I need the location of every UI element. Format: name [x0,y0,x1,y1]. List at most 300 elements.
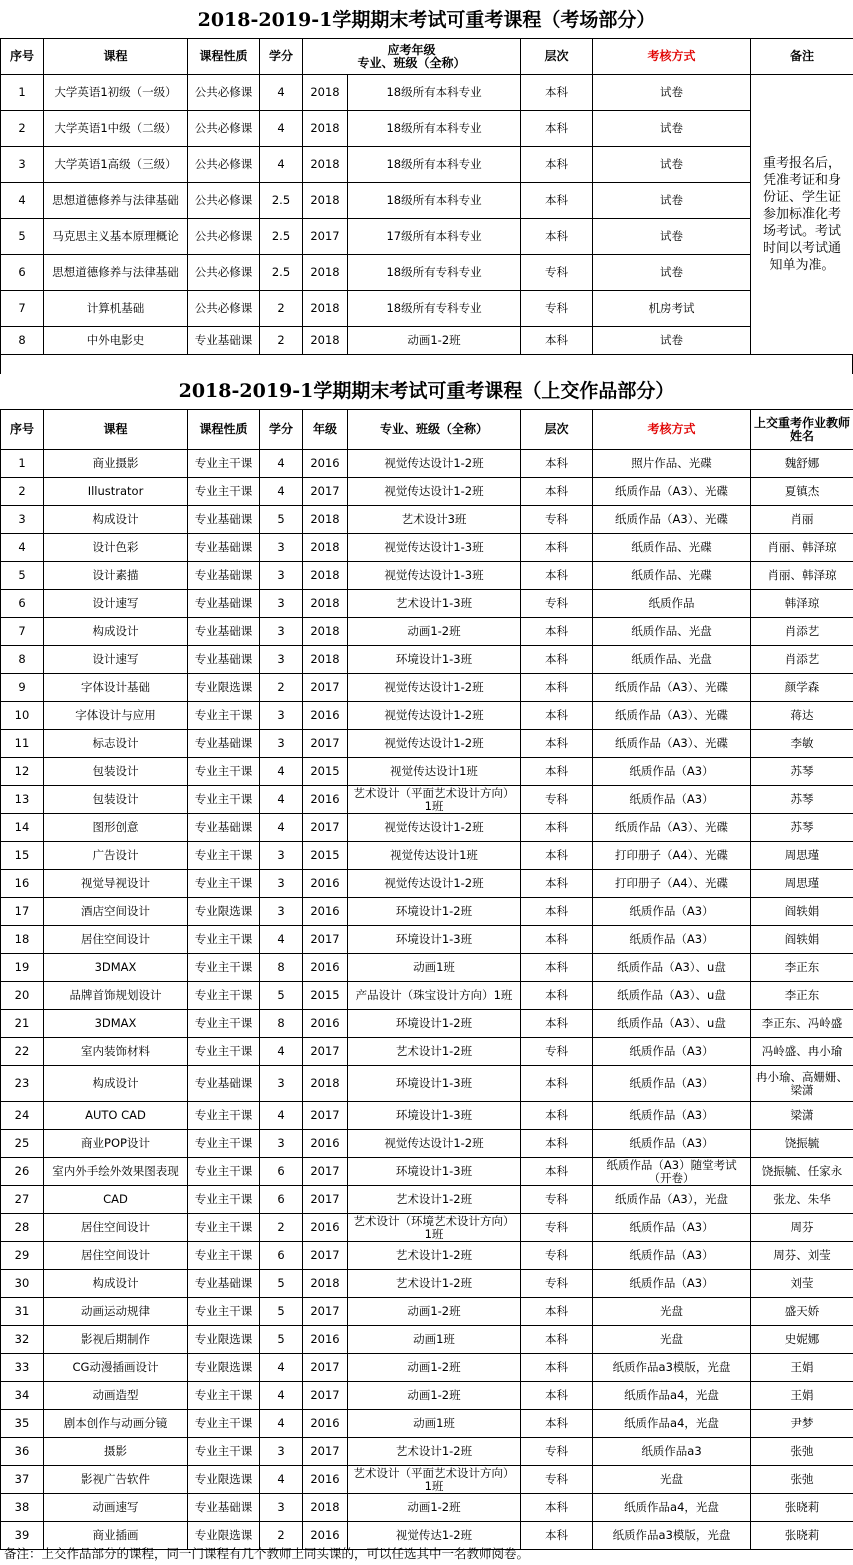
row-year: 2016 [303,898,348,926]
row-credit: 4 [260,111,303,147]
row-method: 试卷 [593,183,751,219]
row-credit: 4 [260,758,303,786]
row-no: 4 [1,534,44,562]
remark-note: 重考报名后，凭准考证和身份证、学生证参加标准化考场考试。考试时间以考试通知单为准。 [751,75,853,355]
row-no: 8 [1,646,44,674]
row-no: 17 [1,898,44,926]
row-nature: 专业限选课 [188,1354,260,1382]
row-nature: 专业主干课 [188,1438,260,1466]
row-level: 本科 [521,1102,593,1130]
row-no: 6 [1,255,44,291]
row-nature: 专业基础课 [188,1066,260,1102]
row-method: 纸质作品a4，光盘 [593,1382,751,1410]
row-no: 3 [1,147,44,183]
row-teacher: 史妮娜 [751,1326,853,1354]
table-row [1,674,853,702]
table-row [1,1438,853,1466]
row-year: 2018 [303,506,348,534]
row-year: 2018 [303,1494,348,1522]
header-nature: 课程性质 [188,39,260,75]
row-level: 本科 [521,1410,593,1438]
table-header-row [1,410,853,450]
row-nature: 专业基础课 [188,1270,260,1298]
row-course: AUTO CAD [44,1102,188,1130]
row-teacher: 刘莹 [751,1270,853,1298]
row-credit: 4 [260,1038,303,1066]
row-course: 构成设计 [44,1066,188,1102]
row-level: 本科 [521,183,593,219]
row-course: 设计速写 [44,590,188,618]
row-method: 纸质作品a3模版，光盘 [593,1354,751,1382]
row-year: 2016 [303,1130,348,1158]
row-teacher: 肖丽、韩泽琼 [751,562,853,590]
row-major: 视觉传达设计1班 [348,842,521,870]
row-course: 大学英语1高级（三级） [44,147,188,183]
row-year: 2018 [303,111,348,147]
row-teacher: 周思瑾 [751,842,853,870]
table-row [1,534,853,562]
header-method: 考核方式 [593,39,751,75]
row-credit: 2 [260,1214,303,1242]
table-row [1,1010,853,1038]
row-major: 环境设计1-3班 [348,926,521,954]
row-major: 动画1班 [348,954,521,982]
row-no: 39 [1,1522,44,1550]
table-row [1,730,853,758]
table-row [1,1102,853,1130]
row-major: 动画1-2班 [348,618,521,646]
row-major: 动画1-2班 [348,1382,521,1410]
row-major: 视觉传达设计1-2班 [348,1130,521,1158]
table-row [1,1382,853,1410]
row-no: 28 [1,1214,44,1242]
row-course: 思想道德修养与法律基础 [44,255,188,291]
row-credit: 2.5 [260,255,303,291]
row-credit: 3 [260,534,303,562]
row-level: 本科 [521,147,593,183]
row-no: 21 [1,1010,44,1038]
row-no: 33 [1,1354,44,1382]
header-course: 课程 [44,410,188,450]
row-course: 字体设计基础 [44,674,188,702]
row-no: 11 [1,730,44,758]
row-no: 12 [1,758,44,786]
row-major: 动画1班 [348,1410,521,1438]
row-major: 艺术设计1-2班 [348,1270,521,1298]
table-row [1,1158,853,1186]
row-year: 2017 [303,219,348,255]
row-major: 视觉传达设计1-2班 [348,674,521,702]
row-method: 纸质作品（A3）、u盘 [593,954,751,982]
row-level: 本科 [521,1354,593,1382]
row-teacher: 阎轶娟 [751,926,853,954]
row-nature: 专业主干课 [188,1010,260,1038]
row-course: 商业插画 [44,1522,188,1550]
row-no: 35 [1,1410,44,1438]
row-major: 18级所有本科专业 [348,75,521,111]
row-course: 视觉导视设计 [44,870,188,898]
row-year: 2016 [303,1010,348,1038]
row-credit: 3 [260,646,303,674]
row-credit: 4 [260,478,303,506]
row-credit: 5 [260,1326,303,1354]
row-nature: 专业基础课 [188,646,260,674]
row-credit: 4 [260,1102,303,1130]
row-year: 2018 [303,562,348,590]
row-credit: 8 [260,1010,303,1038]
row-teacher: 王娟 [751,1354,853,1382]
row-method: 纸质作品（A3）、u盘 [593,982,751,1010]
header-level: 层次 [521,410,593,450]
row-method: 纸质作品（A3），光盘 [593,1186,751,1214]
section2-title: 2018-2019-1学期期末考试可重考课程（上交作品部分） [178,380,675,402]
row-major: 动画1-2班 [348,327,521,355]
row-course: 影视广告软件 [44,1466,188,1494]
row-nature: 专业基础课 [188,1494,260,1522]
row-year: 2016 [303,1214,348,1242]
table-row [1,1326,853,1354]
row-nature: 专业主干课 [188,954,260,982]
row-method: 纸质作品（A3） [593,1214,751,1242]
row-course: 设计色彩 [44,534,188,562]
row-nature: 专业基础课 [188,562,260,590]
table-row [1,1466,853,1494]
row-nature: 专业主干课 [188,478,260,506]
row-level: 本科 [521,1494,593,1522]
row-credit: 4 [260,1382,303,1410]
row-course: 剧本创作与动画分镜 [44,1410,188,1438]
row-nature: 专业基础课 [188,814,260,842]
row-teacher: 张晓莉 [751,1522,853,1550]
table-row [1,183,853,219]
row-year: 2016 [303,1410,348,1438]
row-credit: 2 [260,674,303,702]
header-level: 层次 [521,39,593,75]
row-year: 2017 [303,1242,348,1270]
row-no: 5 [1,219,44,255]
row-year: 2016 [303,954,348,982]
section-gap [0,355,853,374]
row-no: 38 [1,1494,44,1522]
table-row [1,219,853,255]
row-no: 31 [1,1298,44,1326]
row-credit: 4 [260,75,303,111]
row-credit: 3 [260,730,303,758]
row-teacher: 李正东、冯岭盛 [751,1010,853,1038]
row-major: 艺术设计1-2班 [348,1438,521,1466]
row-method: 纸质作品（A3） [593,1038,751,1066]
row-nature: 公共必修课 [188,291,260,327]
row-credit: 3 [260,618,303,646]
header-remark: 备注 [751,39,853,75]
row-course: 图形创意 [44,814,188,842]
row-nature: 专业基础课 [188,590,260,618]
row-level: 本科 [521,898,593,926]
header-grade-major: 应考年级 专业、班级（全称） [303,39,521,75]
row-teacher: 魏舒娜 [751,450,853,478]
row-nature: 专业主干课 [188,786,260,814]
table-row [1,814,853,842]
row-credit: 4 [260,1410,303,1438]
row-method: 机房考试 [593,291,751,327]
row-year: 2018 [303,291,348,327]
row-level: 本科 [521,450,593,478]
row-year: 2016 [303,1326,348,1354]
row-course: 摄影 [44,1438,188,1466]
row-nature: 专业限选课 [188,1326,260,1354]
row-credit: 5 [260,982,303,1010]
row-level: 本科 [521,1066,593,1102]
row-method: 纸质作品（A3）随堂考试（开卷） [593,1158,751,1186]
table-row [1,1186,853,1214]
row-method: 打印册子（A4）、光碟 [593,870,751,898]
table-row [1,1270,853,1298]
row-course: 设计素描 [44,562,188,590]
row-course: 广告设计 [44,842,188,870]
row-no: 37 [1,1466,44,1494]
row-level: 本科 [521,926,593,954]
row-major: 产品设计（珠宝设计方向）1班 [348,982,521,1010]
row-no: 30 [1,1270,44,1298]
row-no: 36 [1,1438,44,1466]
row-nature: 专业主干课 [188,758,260,786]
row-year: 2017 [303,814,348,842]
row-nature: 专业基础课 [188,506,260,534]
row-no: 7 [1,618,44,646]
row-no: 18 [1,926,44,954]
row-level: 本科 [521,870,593,898]
table-row [1,506,853,534]
exam-courses-table [0,38,853,355]
row-method: 纸质作品（A3） [593,1066,751,1102]
row-nature: 专业主干课 [188,1382,260,1410]
row-no: 4 [1,183,44,219]
row-level: 本科 [521,1298,593,1326]
row-level: 本科 [521,702,593,730]
table-row [1,758,853,786]
row-teacher: 张弛 [751,1466,853,1494]
table-row [1,982,853,1010]
row-course: 动画运动规律 [44,1298,188,1326]
row-course: CAD [44,1186,188,1214]
table-row [1,926,853,954]
row-year: 2017 [303,478,348,506]
row-teacher: 饶振毓 [751,1130,853,1158]
row-credit: 6 [260,1242,303,1270]
row-year: 2016 [303,870,348,898]
row-teacher: 冯岭盛、冉小瑜 [751,1038,853,1066]
row-year: 2016 [303,786,348,814]
row-nature: 专业主干课 [188,1158,260,1186]
table-row [1,1494,853,1522]
table-row [1,1130,853,1158]
row-year: 2018 [303,1066,348,1102]
table-row [1,590,853,618]
row-major: 动画1-2班 [348,1298,521,1326]
row-nature: 专业基础课 [188,534,260,562]
row-method: 纸质作品（A3）、u盘 [593,1010,751,1038]
row-teacher: 周芬 [751,1214,853,1242]
row-credit: 3 [260,1066,303,1102]
table-row [1,478,853,506]
row-major: 艺术设计1-2班 [348,1242,521,1270]
row-credit: 2 [260,291,303,327]
row-level: 本科 [521,954,593,982]
row-credit: 4 [260,814,303,842]
row-major: 艺术设计1-3班 [348,590,521,618]
row-year: 2017 [303,674,348,702]
row-credit: 3 [260,1494,303,1522]
row-teacher: 王娟 [751,1382,853,1410]
row-credit: 6 [260,1158,303,1186]
header-year: 年级 [303,410,348,450]
row-year: 2017 [303,1298,348,1326]
row-year: 2018 [303,183,348,219]
row-level: 专科 [521,291,593,327]
table-row [1,1298,853,1326]
row-course: Illustrator [44,478,188,506]
row-nature: 专业基础课 [188,327,260,355]
row-no: 6 [1,590,44,618]
row-course: 大学英语1中级（二级） [44,111,188,147]
row-course: 酒店空间设计 [44,898,188,926]
row-year: 2018 [303,255,348,291]
row-level: 本科 [521,1522,593,1550]
row-major: 艺术设计1-2班 [348,1186,521,1214]
row-major: 视觉传达设计1-3班 [348,534,521,562]
row-nature: 专业基础课 [188,618,260,646]
row-major: 环境设计1-2班 [348,898,521,926]
row-nature: 专业主干课 [188,1186,260,1214]
row-method: 试卷 [593,75,751,111]
section1-title: 2018-2019-1学期期末考试可重考课程（考场部分） [197,9,656,31]
row-method: 打印册子（A4）、光碟 [593,842,751,870]
row-credit: 6 [260,1186,303,1214]
table-row [1,1354,853,1382]
row-nature: 专业主干课 [188,1102,260,1130]
row-credit: 5 [260,1298,303,1326]
row-teacher: 尹梦 [751,1410,853,1438]
row-method: 纸质作品a4，光盘 [593,1494,751,1522]
row-no: 20 [1,982,44,1010]
row-no: 5 [1,562,44,590]
row-no: 9 [1,674,44,702]
row-nature: 公共必修课 [188,255,260,291]
row-no: 34 [1,1382,44,1410]
table-row [1,1410,853,1438]
row-method: 纸质作品（A3）、光碟 [593,674,751,702]
row-no: 3 [1,506,44,534]
row-nature: 公共必修课 [188,147,260,183]
row-course: 商业POP设计 [44,1130,188,1158]
table-row [1,450,853,478]
row-nature: 专业主干课 [188,702,260,730]
row-teacher: 梁潇 [751,1102,853,1130]
row-teacher: 阎轶娟 [751,898,853,926]
row-level: 专科 [521,786,593,814]
row-teacher: 李正东 [751,954,853,982]
row-credit: 2 [260,1522,303,1550]
row-method: 纸质作品（A3） [593,1270,751,1298]
row-year: 2018 [303,147,348,183]
row-year: 2017 [303,1438,348,1466]
table-row [1,255,853,291]
row-year: 2017 [303,730,348,758]
row-method: 纸质作品、光碟 [593,562,751,590]
row-method: 纸质作品（A3） [593,1242,751,1270]
row-level: 本科 [521,534,593,562]
row-major: 视觉传达设计1班 [348,758,521,786]
row-method: 纸质作品（A3）、光碟 [593,506,751,534]
row-course: 动画速写 [44,1494,188,1522]
row-year: 2017 [303,1038,348,1066]
row-year: 2017 [303,926,348,954]
row-teacher: 苏琴 [751,786,853,814]
row-teacher: 颜学森 [751,674,853,702]
row-course: 3DMAX [44,954,188,982]
row-teacher: 张晓莉 [751,1494,853,1522]
row-teacher: 饶振毓、任家永 [751,1158,853,1186]
row-course: 计算机基础 [44,291,188,327]
row-level: 本科 [521,219,593,255]
table-row [1,562,853,590]
row-nature: 专业主干课 [188,842,260,870]
row-course: 室内装饰材料 [44,1038,188,1066]
row-level: 本科 [521,842,593,870]
row-nature: 专业主干课 [188,1130,260,1158]
header-major: 专业、班级（全称） [348,410,521,450]
row-year: 2018 [303,75,348,111]
row-method: 纸质作品 [593,590,751,618]
row-major: 动画1-2班 [348,1354,521,1382]
table-row [1,1066,853,1102]
row-level: 本科 [521,758,593,786]
row-year: 2017 [303,1158,348,1186]
table-row [1,646,853,674]
row-nature: 专业主干课 [188,1214,260,1242]
row-teacher: 冉小瑜、高姗姗、梁潇 [751,1066,853,1102]
row-credit: 3 [260,870,303,898]
row-nature: 公共必修课 [188,111,260,147]
row-credit: 2.5 [260,183,303,219]
row-major: 视觉传达设计1-2班 [348,478,521,506]
row-nature: 专业主干课 [188,1410,260,1438]
header-no: 序号 [1,39,44,75]
row-level: 本科 [521,1010,593,1038]
row-year: 2018 [303,590,348,618]
row-credit: 3 [260,1130,303,1158]
row-method: 纸质作品a4，光盘 [593,1410,751,1438]
row-course: 大学英语1初级（一级） [44,75,188,111]
row-course: 构成设计 [44,1270,188,1298]
row-major: 视觉传达设计1-2班 [348,870,521,898]
table-row [1,147,853,183]
row-level: 本科 [521,618,593,646]
row-major: 环境设计1-3班 [348,1102,521,1130]
row-course: 中外电影史 [44,327,188,355]
row-method: 纸质作品、光碟 [593,534,751,562]
table-row [1,898,853,926]
row-credit: 4 [260,1354,303,1382]
row-method: 光盘 [593,1466,751,1494]
row-year: 2016 [303,1522,348,1550]
row-no: 24 [1,1102,44,1130]
submission-courses-table [0,409,853,1550]
row-credit: 3 [260,898,303,926]
row-teacher: 李正东 [751,982,853,1010]
row-major: 视觉传达1-2班 [348,1522,521,1550]
row-course: 品牌首饰规划设计 [44,982,188,1010]
